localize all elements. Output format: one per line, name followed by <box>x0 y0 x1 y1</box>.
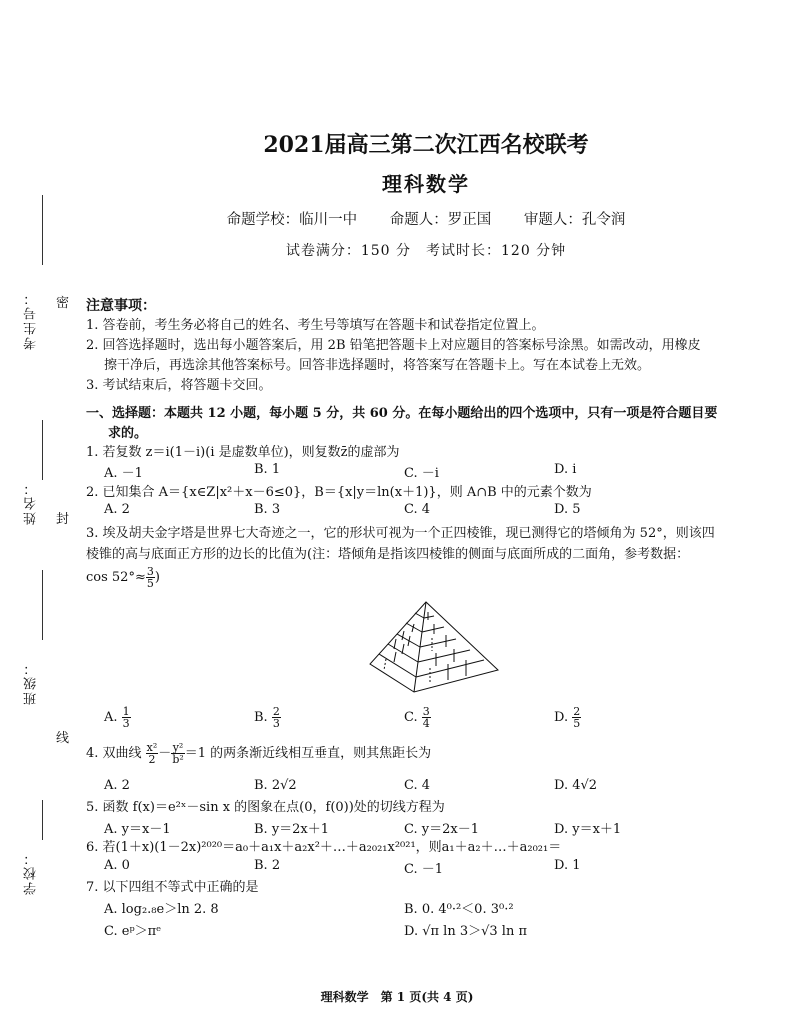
seal-char: 密 <box>56 296 70 311</box>
reviewer-name: 审题人：孔令润 <box>523 212 626 228</box>
question-options <box>104 898 764 918</box>
option-d: D. i <box>554 462 577 477</box>
note-item: 1. 答卷前，考生务必将自己的姓名、考生号等填写在答题卡和试卷指定位置上。 <box>86 318 545 333</box>
question-stem: 2. 已知集合 A＝{x∈Z|x²＋x－6≤0}，B＝{x|y＝ln(x＋1)}，则 A∩B 中的元素个数为 <box>86 485 592 500</box>
question-stem: 棱锥的高与底面正方形的边长的比值为(注：塔倾角是指该四棱锥的侧面与底面所成的二面角，参考数据： <box>86 547 690 562</box>
seal-char: 封 <box>56 512 70 527</box>
notes-heading: 注意事项： <box>86 298 156 314</box>
note-item: 2. 回答选择题时，选出每小题答案后，用 2B 铅笔把答题卡上对应题目的答案标号涂黑。如需改动，用橡皮 <box>86 338 701 353</box>
note-item: 擦干净后，再选涂其他答案标号。回答非选择题时，将答案写在答题卡上。写在本试卷上无效。 <box>104 358 651 373</box>
seal-char: 线 <box>56 731 70 746</box>
divider-line <box>42 420 43 480</box>
question-stem: cos 52°≈ $\frac{3}{5}$ ) <box>86 565 160 590</box>
option-c: C. eᵖ＞πᵉ <box>104 924 162 939</box>
question-stem: 5. 函数 f(x)＝e²ˣ－sin x 的图象在点(0，f(0))处的切线方程为 <box>86 800 445 815</box>
section-heading: 一、选择题：本题共 12 小题，每小题 5 分，共 60 分。在每小题给出的四个选项中，只有一项是符合题目要 <box>86 406 718 421</box>
pyramid-figure <box>366 598 506 696</box>
option-c: C. y＝2x－1 <box>404 822 479 837</box>
option-a: A. $\frac{1}{3}$ <box>104 705 130 730</box>
question-stem: 7. 以下四组不等式中正确的是 <box>86 880 259 895</box>
option-d: D. y＝x＋1 <box>554 822 622 837</box>
score-time: 试卷满分：150 分 考试时长：120 分钟 <box>285 243 567 259</box>
subject-title: 理科数学 <box>382 172 470 196</box>
option-a: A. 2 <box>104 778 130 793</box>
school-label: 学校： <box>24 850 39 895</box>
option-c: C. 4 <box>404 778 431 793</box>
question-stem: 1. 若复数 z＝i(1－i)(i 是虚数单位)，则复数z̄的虚部为 <box>86 445 400 460</box>
note-item: 3. 考试结束后，将答题卡交回。 <box>86 378 272 393</box>
name-label: 姓名： <box>24 480 39 525</box>
author-name: 命题人：罗正国 <box>389 212 492 228</box>
question-options <box>104 818 764 838</box>
option-b: B. y＝2x＋1 <box>254 822 330 837</box>
option-b: B. 1 <box>254 462 281 477</box>
divider-line <box>42 195 43 265</box>
question-options <box>104 920 764 940</box>
option-b: B. $\frac{2}{3}$ <box>254 705 280 730</box>
section-heading: 求的。 <box>108 426 148 441</box>
question-stem: 6. 若(1＋x)(1－2x)²⁰²⁰＝a₀＋a₁x＋a₂x²＋…＋a₂₀₂₁x²⁰²¹，则a₁＋a₂＋…＋a₂₀₂₁＝ <box>86 840 562 855</box>
class-label: 班级： <box>24 660 39 705</box>
option-a: A. 0 <box>104 858 130 873</box>
question-stem: 4. 双曲线 $\frac{\text{x²}}{2}$ － $\frac{\text{y²}}{\text{b²}}$ ＝1 的两条渐近线相互垂直，则其焦距长为 <box>86 741 432 766</box>
option-d: D. √π ln 3＞√3 ln π <box>404 924 528 939</box>
divider-line <box>42 570 43 640</box>
option-c: C. 4 <box>404 502 431 517</box>
option-a: A. y＝x－1 <box>104 822 171 837</box>
option-c: C. －i <box>404 466 439 481</box>
option-d: D. 1 <box>554 858 581 873</box>
option-b: B. 3 <box>254 502 281 517</box>
option-c: C. －1 <box>404 862 444 877</box>
binding-margin <box>0 0 80 1028</box>
question-options <box>104 462 764 482</box>
option-b: B. 2 <box>254 858 281 873</box>
exam-title: 2021届高三第二次江西名校联考 <box>263 132 589 158</box>
option-a: A. －1 <box>104 466 143 481</box>
student-id-label: 考生号： <box>24 290 39 350</box>
option-d: D. 4√2 <box>554 778 598 793</box>
option-c: C. $\frac{3}{4}$ <box>404 705 430 730</box>
option-d: D. 5 <box>554 502 581 517</box>
option-b: B. 2√2 <box>254 778 297 793</box>
page-footer: 理科数学 第 1 页(共 4 页) <box>320 990 474 1004</box>
question-options <box>104 858 764 878</box>
school-info: 命题学校：临川一中 <box>226 212 358 228</box>
divider-line <box>42 800 43 840</box>
question-options <box>104 502 764 522</box>
option-a: A. log₂.₈e＞ln 2. 8 <box>104 902 219 917</box>
option-a: A. 2 <box>104 502 130 517</box>
option-d: D. $\frac{2}{5}$ <box>554 705 581 730</box>
option-b: B. 0. 4⁰·²＜0. 3⁰·² <box>404 902 514 917</box>
question-options <box>104 706 764 732</box>
fraction: $\frac{3}{5}$ <box>146 565 154 590</box>
question-options <box>104 778 764 798</box>
question-stem: 3. 埃及胡夫金字塔是世界七大奇迹之一，它的形状可视为一个正四棱锥，现已测得它的塔倾角为 52°，则该四 <box>86 526 715 541</box>
author-info <box>86 208 766 229</box>
